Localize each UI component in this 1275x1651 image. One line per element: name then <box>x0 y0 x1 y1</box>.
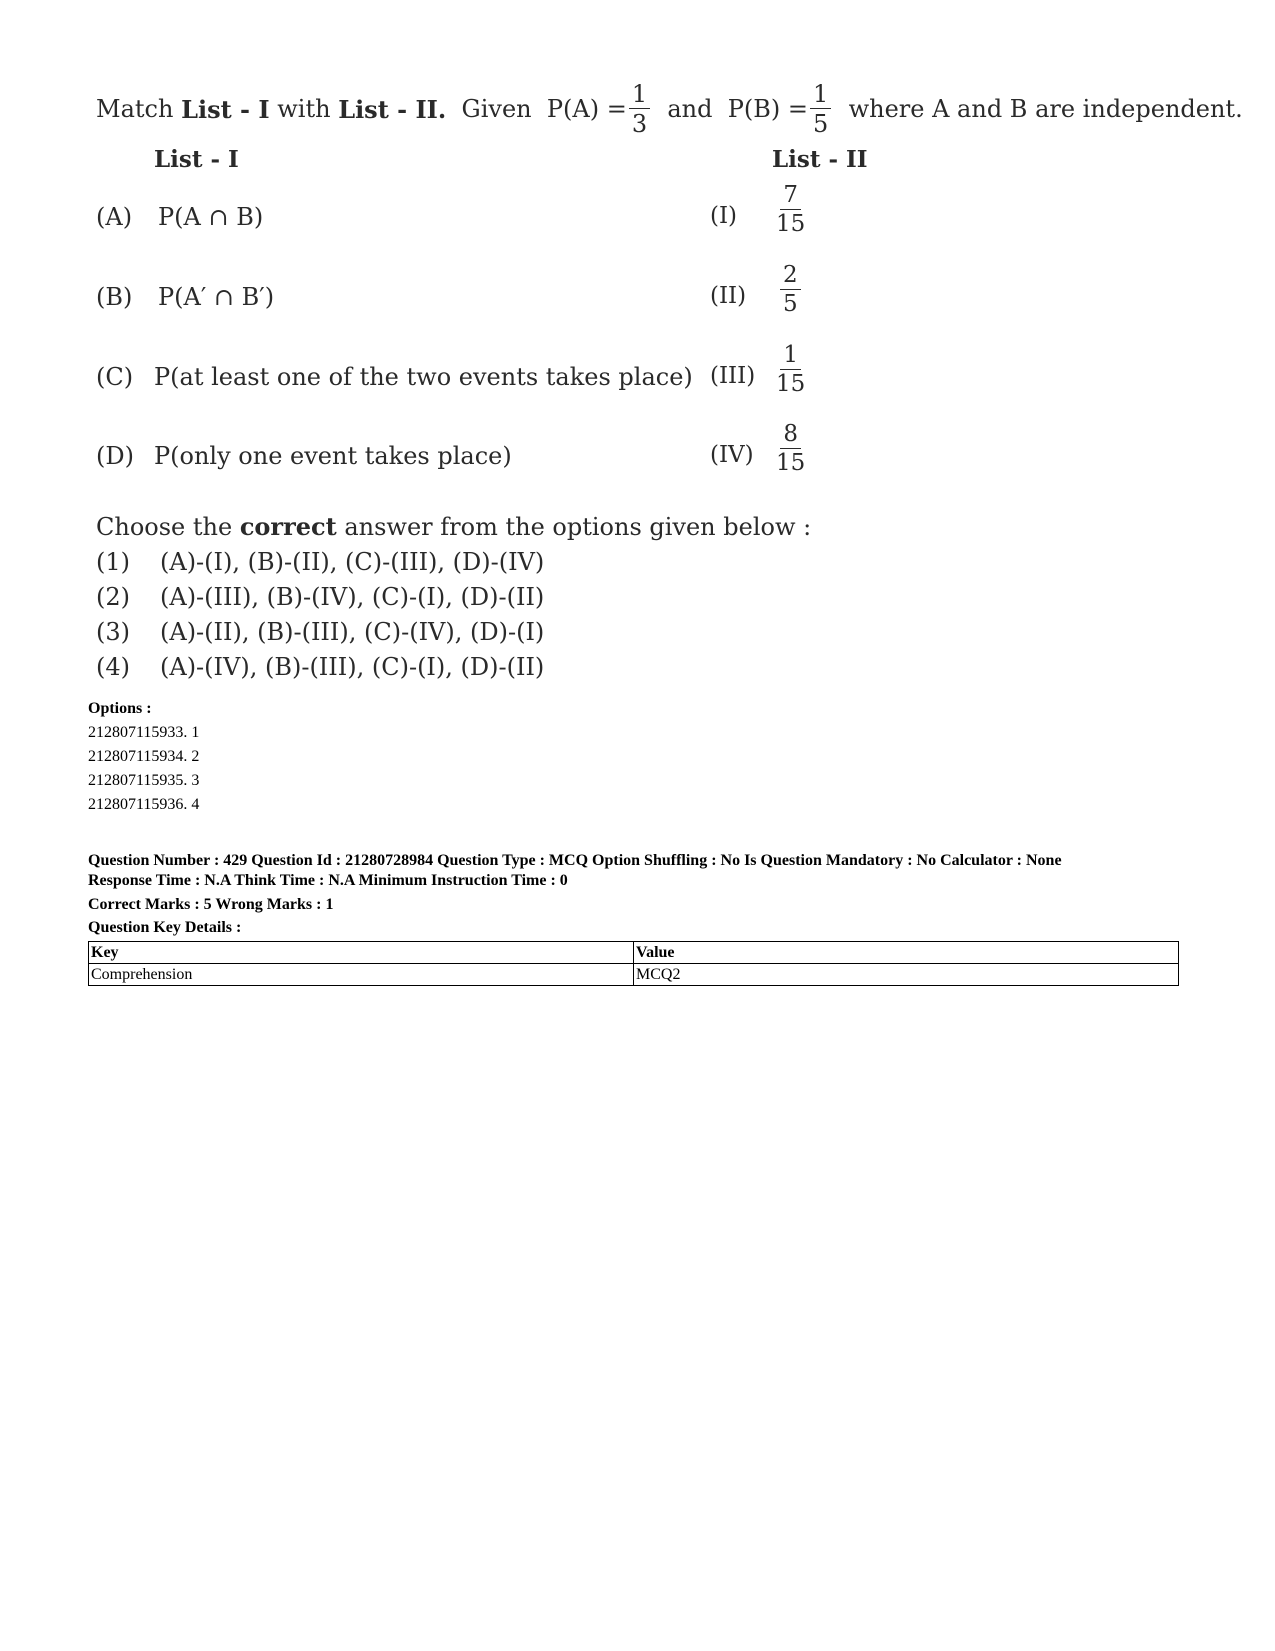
row-iv-denominator: 15 <box>776 450 806 476</box>
row-i-numerator: 7 <box>780 184 801 210</box>
choice-4-text: (A)-(IV), (B)-(III), (C)-(I), (D)-(II) <box>160 653 545 681</box>
table-header-key: Key <box>89 942 634 964</box>
question-key-heading: Question Key Details : <box>88 919 242 936</box>
row-ii-denominator: 5 <box>783 291 798 317</box>
row-ii-roman: (II) <box>710 283 747 309</box>
pb-numerator: 1 <box>810 82 831 109</box>
choice-4-number: (4) <box>96 653 130 681</box>
table-header-value: Value <box>634 942 1179 964</box>
pa-denominator: 3 <box>631 110 648 138</box>
question-key-table <box>88 941 1179 986</box>
question-intro <box>96 82 1243 136</box>
row-iv-fraction <box>774 423 807 475</box>
row-iii-denominator: 15 <box>776 371 806 397</box>
intro-and: and <box>667 95 713 123</box>
table-row <box>89 964 1179 986</box>
row-d-label: (D) <box>96 442 134 470</box>
choose-post: answer from the options given below : <box>344 513 812 541</box>
pb-label: P(B) = <box>727 95 809 123</box>
row-iii-roman: (III) <box>710 363 756 389</box>
choice-1-number: (1) <box>96 548 130 576</box>
option-item: 212807115936. 4 <box>88 796 200 813</box>
intro-list2: List - II. <box>338 94 447 124</box>
option-item: 212807115934. 2 <box>88 748 200 765</box>
row-iv-numerator: 8 <box>780 423 801 449</box>
pa-label: P(A) = <box>546 95 627 123</box>
row-d-text: P(only one event takes place) <box>154 442 512 470</box>
choice-2-number: (2) <box>96 583 130 611</box>
row-a-label: (A) <box>96 203 133 231</box>
question-marks: Correct Marks : 5 Wrong Marks : 1 <box>88 896 334 913</box>
table-cell-key: Comprehension <box>89 964 634 986</box>
pb-fraction <box>810 82 831 136</box>
row-iv-roman: (IV) <box>710 442 754 468</box>
pa-fraction <box>629 82 650 136</box>
choose-bold: correct <box>239 512 337 541</box>
row-b-text: P(A′ ∩ B′) <box>158 283 275 311</box>
intro-list1: List - I <box>181 94 270 124</box>
choose-pre: Choose the <box>96 513 233 541</box>
row-i-fraction <box>774 184 807 236</box>
intro-match: Match <box>96 95 174 123</box>
list2-header: List - II <box>772 146 868 173</box>
option-item: 212807115933. 1 <box>88 724 200 741</box>
intro-tail: where A and B are independent. <box>848 95 1243 123</box>
row-c-text: P(at least one of the two events takes place) <box>154 363 693 391</box>
intro-given: Given <box>461 95 532 123</box>
question-details-line1: Question Number : 429 Question Id : 21280728984 Question Type : MCQ Option Shuffling : No Is Question Mandatory : No Calculator : None <box>88 852 1062 869</box>
option-item: 212807115935. 3 <box>88 772 200 789</box>
row-i-denominator: 15 <box>776 211 806 237</box>
row-c-label: (C) <box>96 363 134 391</box>
row-b-label: (B) <box>96 283 133 311</box>
row-a-text: P(A ∩ B) <box>158 203 264 231</box>
choice-1-text: (A)-(I), (B)-(II), (C)-(III), (D)-(IV) <box>160 548 545 576</box>
row-iii-fraction <box>774 344 807 396</box>
table-header-row <box>89 942 1179 964</box>
table-cell-value: MCQ2 <box>634 964 1179 986</box>
intro-with: with <box>277 95 331 123</box>
row-ii-fraction <box>778 264 803 316</box>
choice-3-number: (3) <box>96 618 130 646</box>
pa-numerator: 1 <box>629 82 650 109</box>
question-image <box>90 70 1243 700</box>
question-details-line2: Response Time : N.A Think Time : N.A Minimum Instruction Time : 0 <box>88 872 568 889</box>
choice-2-text: (A)-(III), (B)-(IV), (C)-(I), (D)-(II) <box>160 583 545 611</box>
choice-3-text: (A)-(II), (B)-(III), (C)-(IV), (D)-(I) <box>160 618 545 646</box>
list1-header: List - I <box>154 146 239 173</box>
row-i-roman: (I) <box>710 203 738 229</box>
row-iii-numerator: 1 <box>780 344 801 370</box>
row-ii-numerator: 2 <box>780 264 801 290</box>
choose-instruction <box>96 512 811 541</box>
pb-denominator: 5 <box>813 110 829 138</box>
options-heading: Options : <box>88 700 152 717</box>
